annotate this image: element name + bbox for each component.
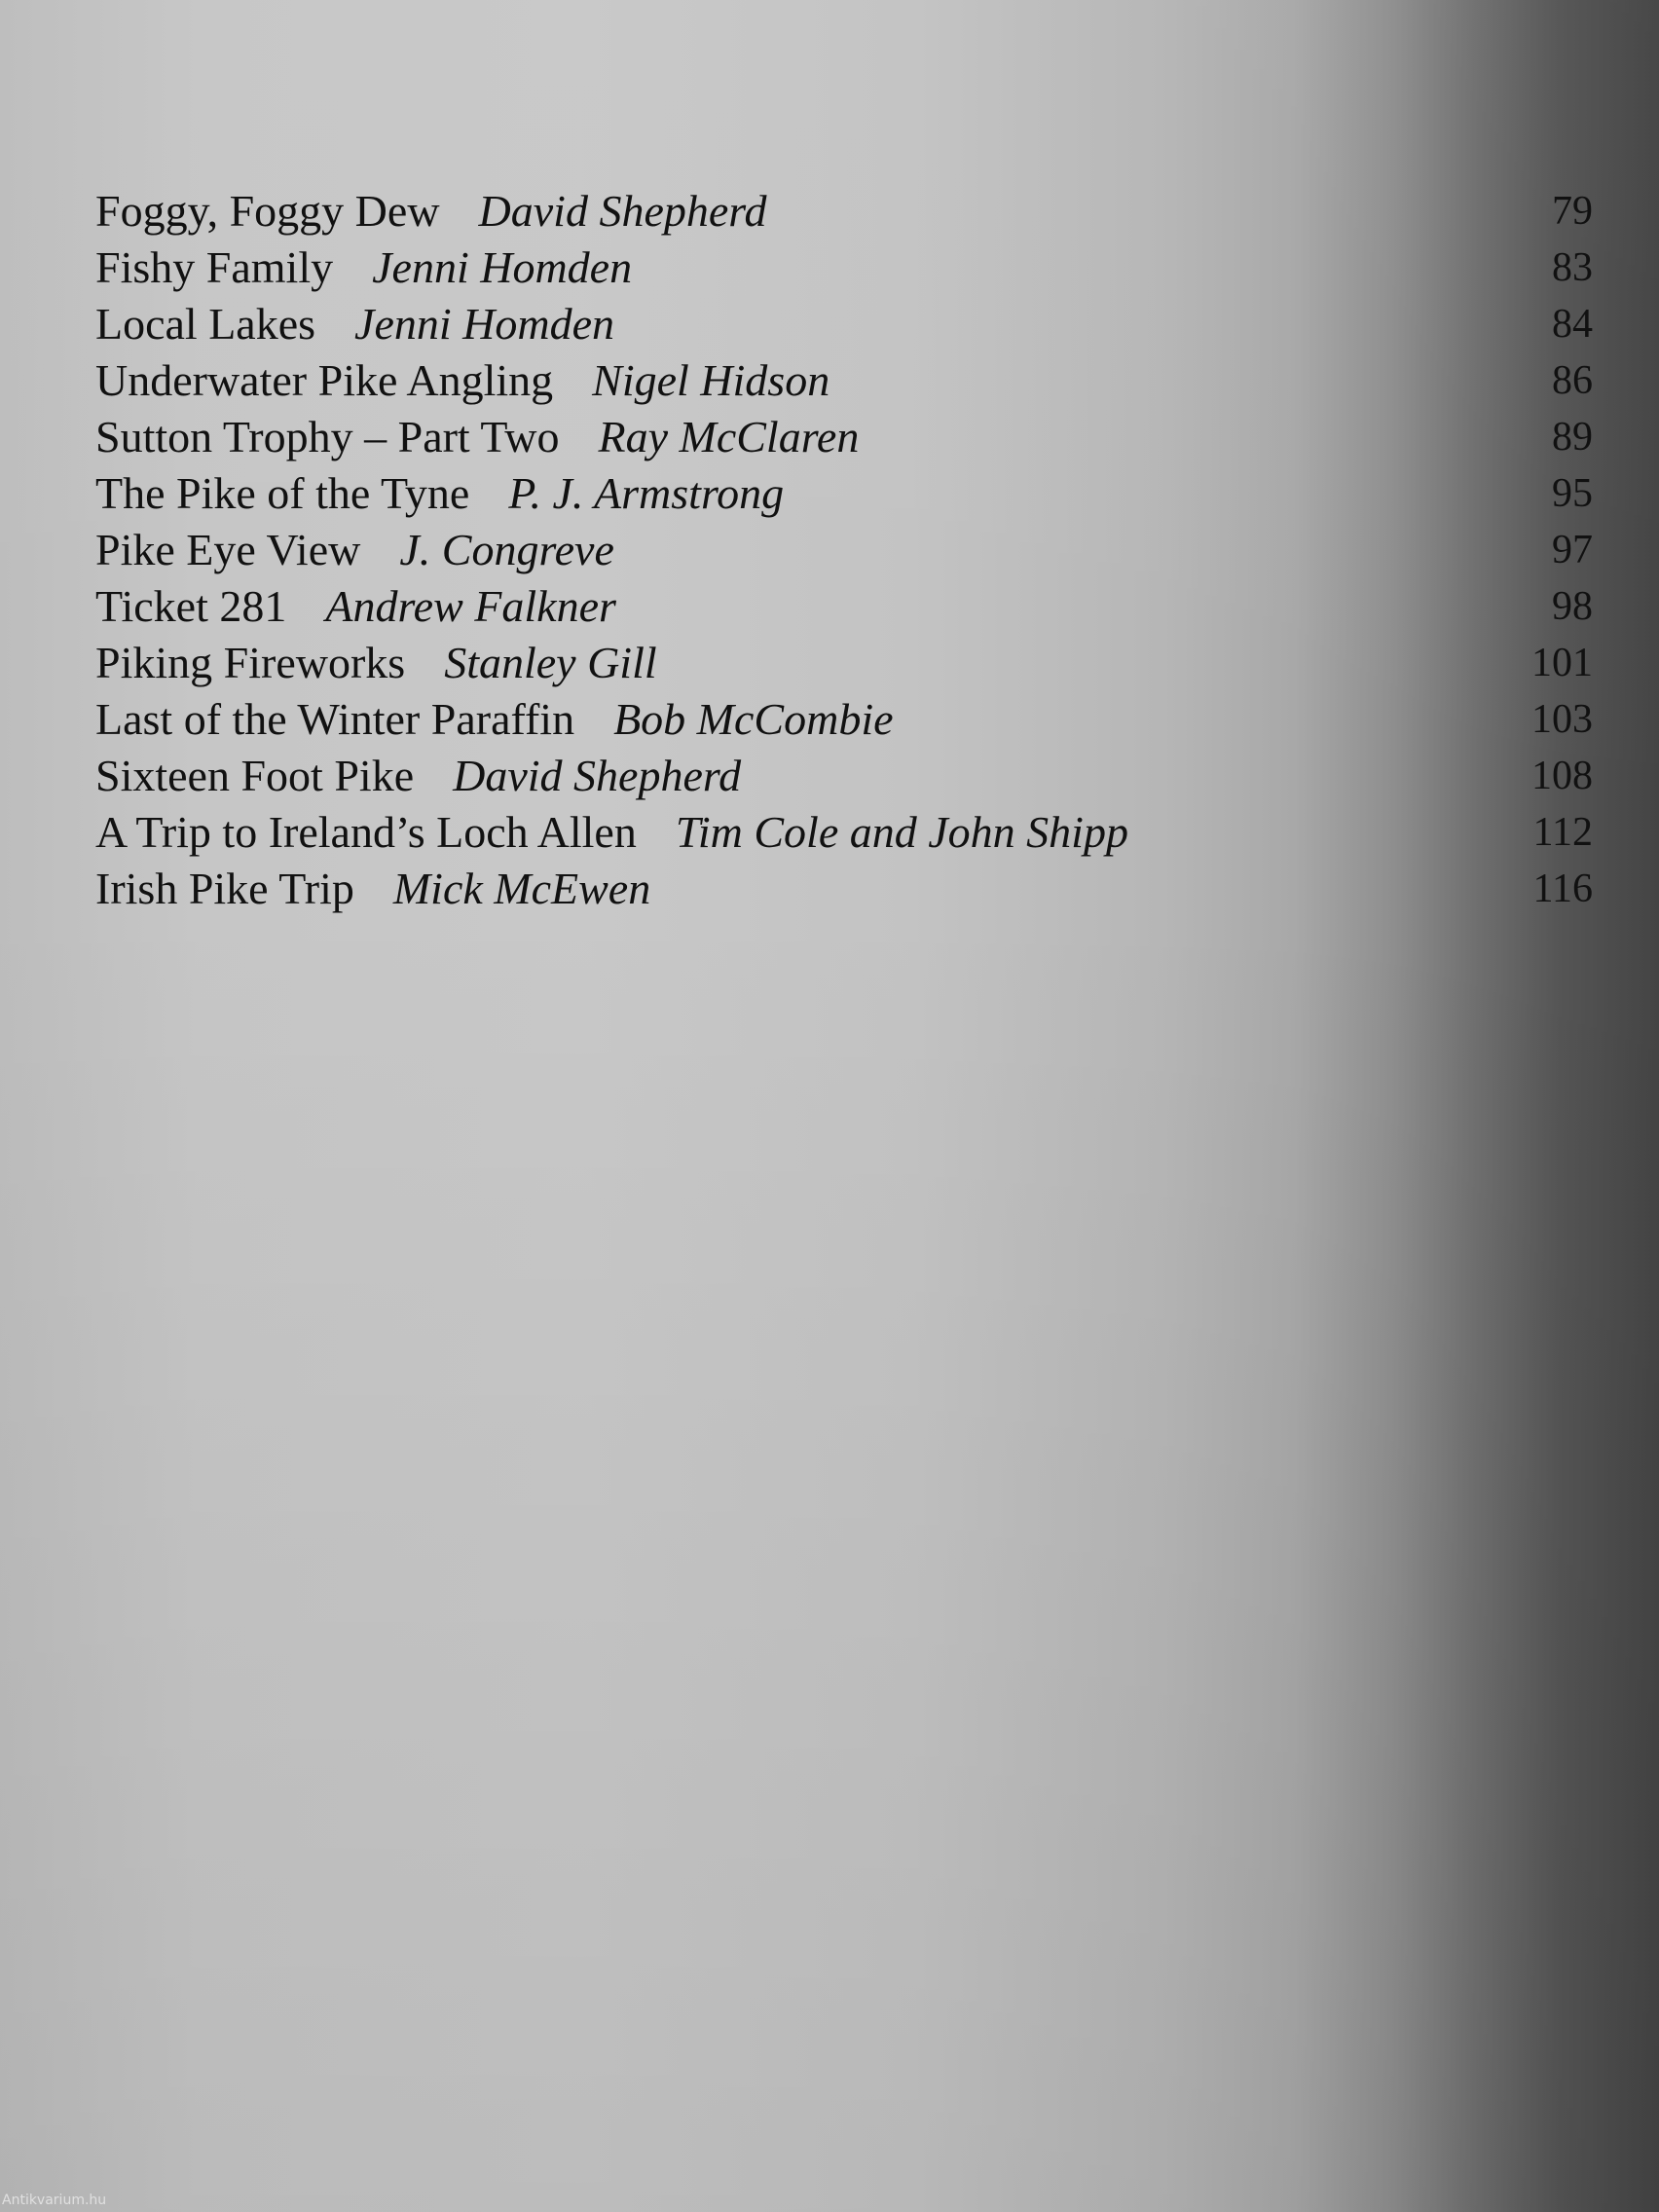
toc-entry-title: Underwater Pike Angling <box>95 355 554 405</box>
toc-entry-author: Jenni Homden <box>354 299 615 349</box>
table-of-contents <box>95 183 1593 917</box>
toc-entry-author: David Shepherd <box>478 186 767 236</box>
toc-entry-author: Andrew Falkner <box>325 581 616 631</box>
toc-entry-page: 79 <box>1552 189 1593 234</box>
toc-entry <box>95 352 1593 409</box>
toc-entry-title: The Pike of the Tyne <box>95 468 470 518</box>
toc-entry <box>95 748 1593 804</box>
toc-entry-page: 101 <box>1531 641 1593 685</box>
toc-entry-title: Local Lakes <box>95 299 316 349</box>
watermark: Antikvarium.hu <box>2 2193 107 2208</box>
toc-entry-title: Fishy Family <box>95 242 334 292</box>
toc-entry <box>95 465 1593 522</box>
toc-entry-title: Pike Eye View <box>95 525 361 574</box>
toc-entry-author: Tim Cole and John Shipp <box>675 807 1128 857</box>
toc-entry-title: A Trip to Ireland’s Loch Allen <box>95 807 637 857</box>
toc-entry-author: Jenni Homden <box>372 242 633 292</box>
toc-entry-page: 89 <box>1552 415 1593 460</box>
toc-entry-title: Piking Fireworks <box>95 638 406 687</box>
toc-entry-page: 98 <box>1552 584 1593 629</box>
toc-entry-title: Sutton Trophy – Part Two <box>95 412 560 461</box>
toc-entry-page: 116 <box>1532 866 1593 911</box>
toc-entry-title: Sixteen Foot Pike <box>95 751 415 800</box>
toc-entry-author: Bob McCombie <box>613 694 894 744</box>
toc-entry-title: Irish Pike Trip <box>95 864 354 913</box>
toc-entry-author: Nigel Hidson <box>592 355 830 405</box>
toc-entry <box>95 522 1593 578</box>
toc-entry-title: Foggy, Foggy Dew <box>95 186 440 236</box>
toc-entry-author: J. Congreve <box>399 525 614 574</box>
toc-entry-title: Last of the Winter Paraffin <box>95 694 575 744</box>
toc-entry-author: Ray McClaren <box>598 412 860 461</box>
toc-entry <box>95 578 1593 635</box>
toc-entry <box>95 635 1593 691</box>
toc-entry-author: Mick McEwen <box>392 864 651 913</box>
toc-entry <box>95 409 1593 465</box>
toc-entry-title: Ticket 281 <box>95 581 287 631</box>
toc-entry <box>95 183 1593 240</box>
toc-entry <box>95 804 1593 861</box>
toc-entry-author: P. J. Armstrong <box>508 468 785 518</box>
toc-entry-page: 95 <box>1552 471 1593 516</box>
toc-entry-page: 112 <box>1532 810 1593 855</box>
toc-entry <box>95 861 1593 917</box>
toc-entry-page: 103 <box>1531 697 1593 742</box>
toc-entry-page: 86 <box>1552 358 1593 403</box>
toc-entry-author: David Shepherd <box>453 751 742 800</box>
toc-entry-page: 97 <box>1552 528 1593 572</box>
toc-entry <box>95 240 1593 296</box>
toc-entry <box>95 691 1593 748</box>
toc-entry-page: 83 <box>1552 245 1593 290</box>
toc-entry-author: Stanley Gill <box>444 638 657 687</box>
toc-entry <box>95 296 1593 352</box>
toc-entry-page: 84 <box>1552 302 1593 347</box>
toc-entry-page: 108 <box>1531 754 1593 798</box>
